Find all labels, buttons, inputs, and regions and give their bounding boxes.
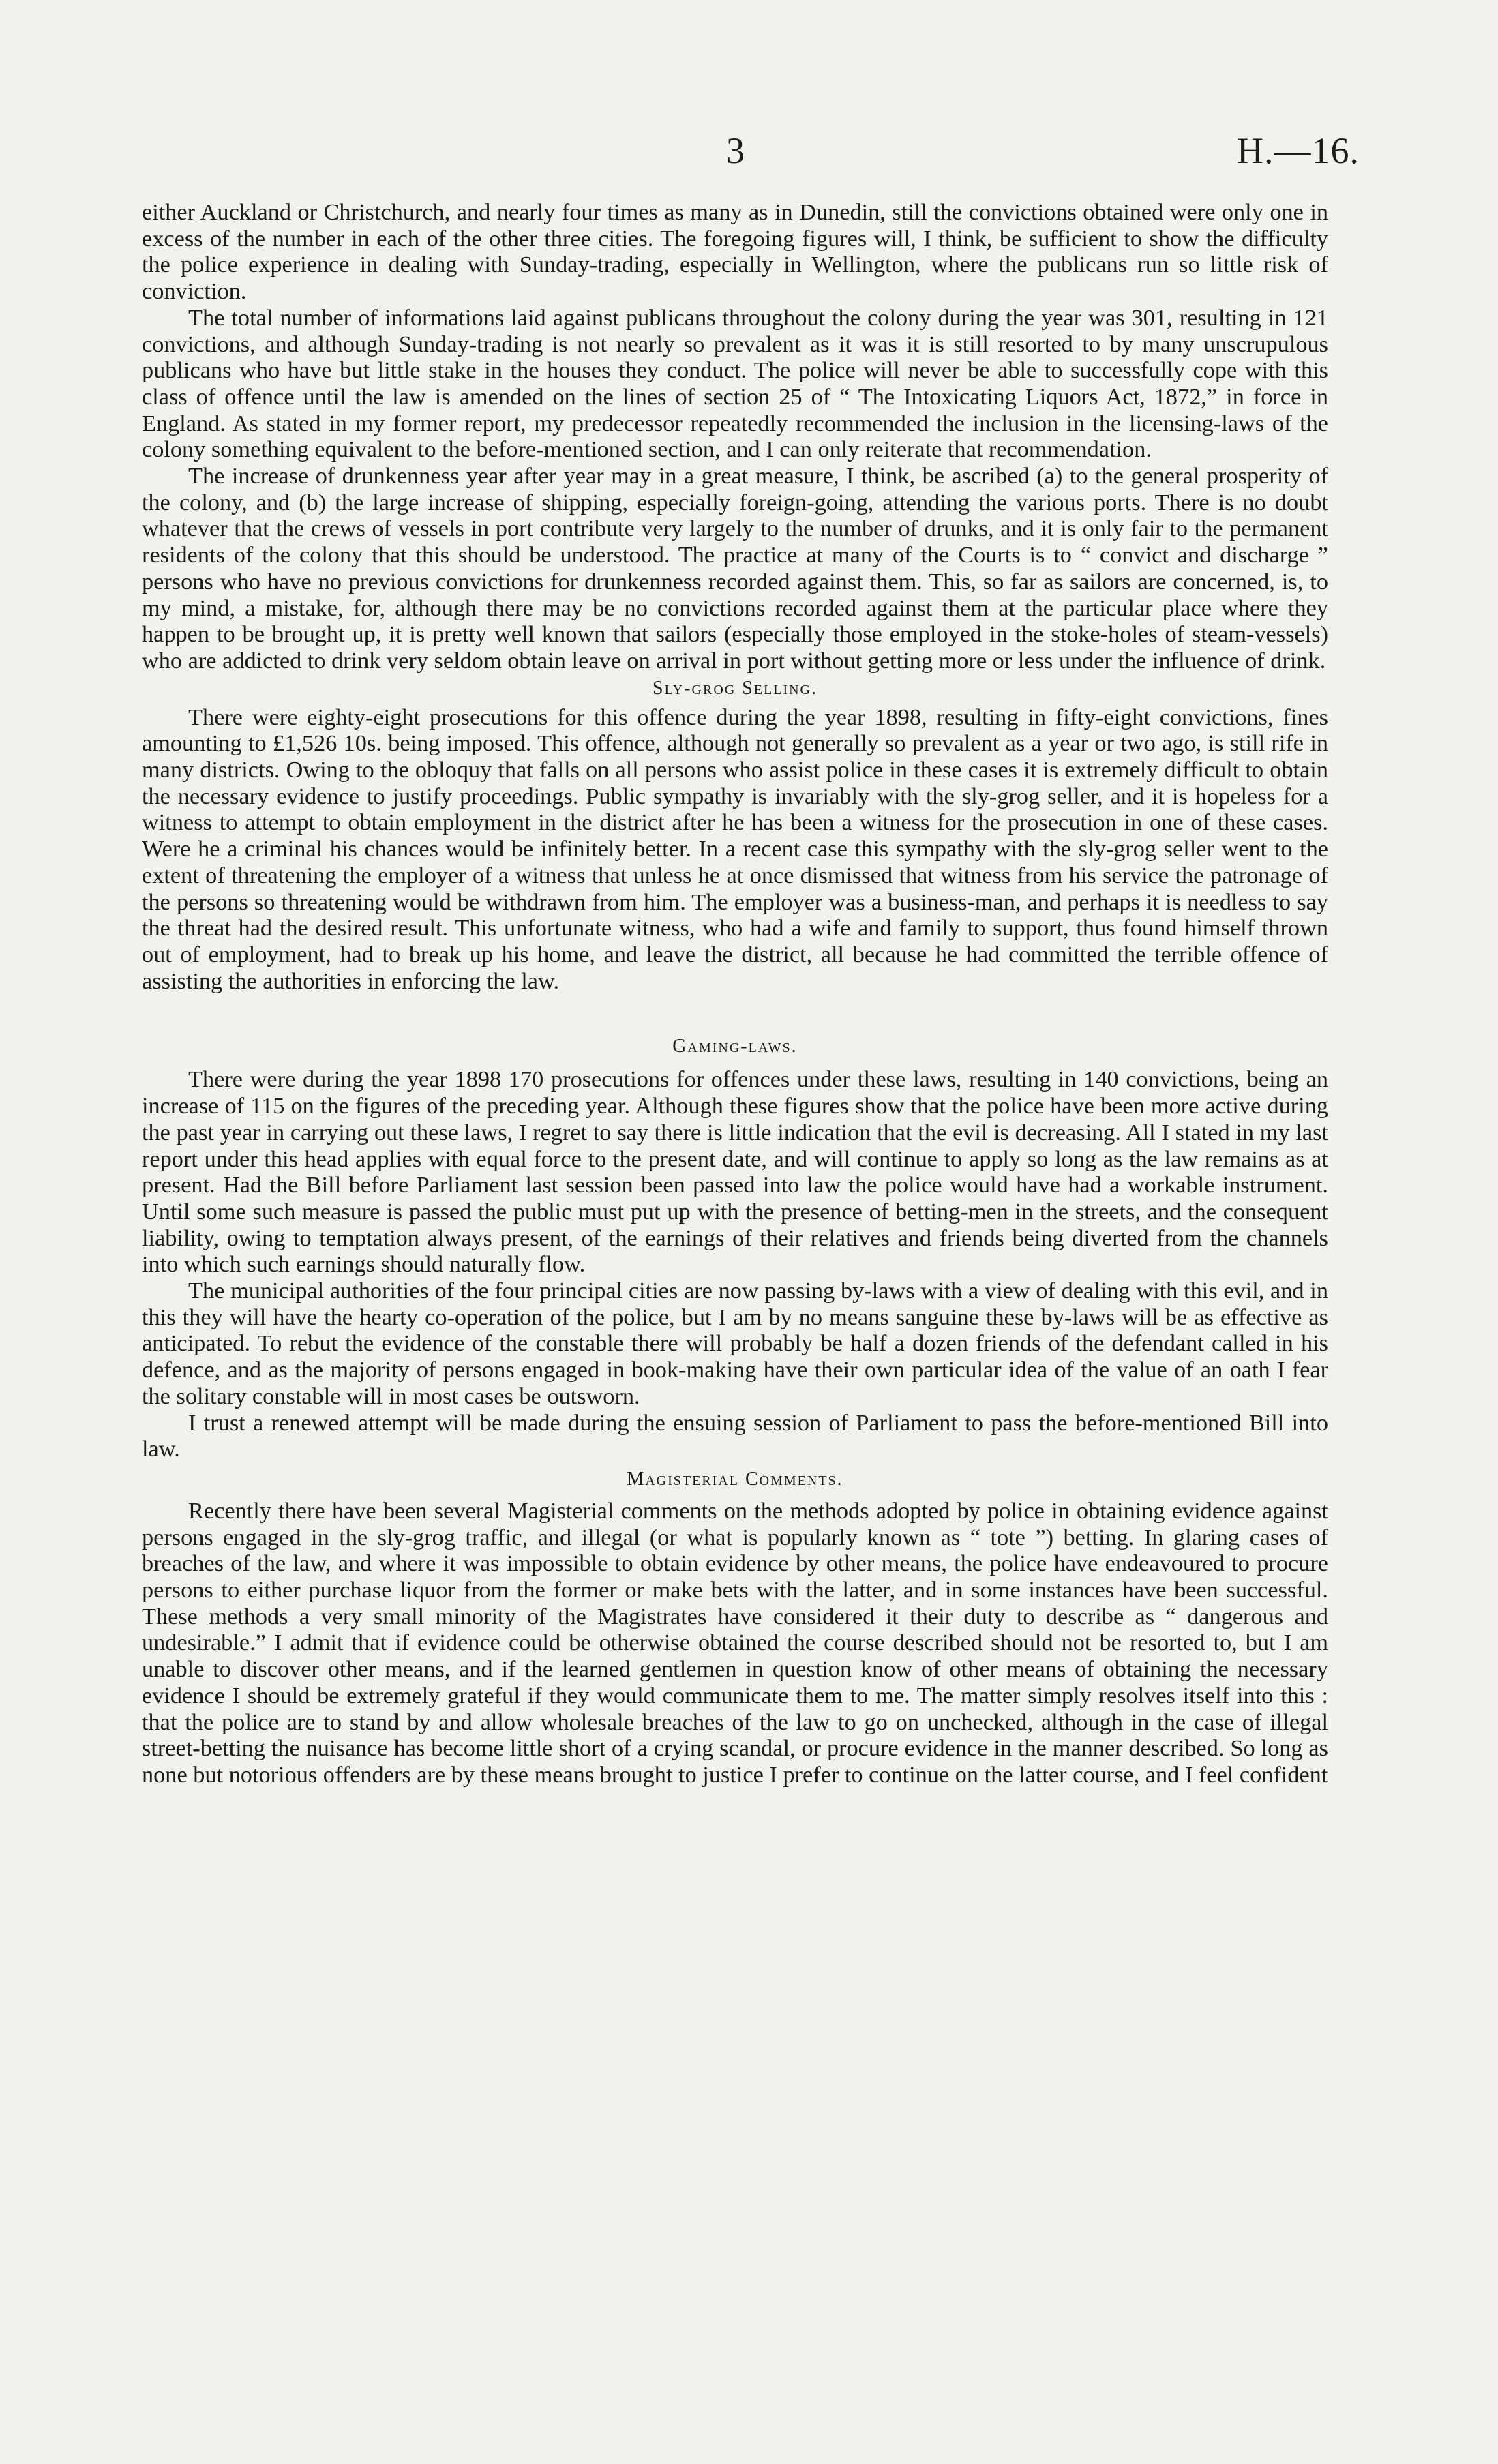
- paragraph-magisterial: Recently there have been several Magisterial comments on the methods adopted by police in obtaining evidence against persons engaged in the sly-grog traffic, and illegal (or what is popularly known as “ tote ”) betting. In glaring cases of breaches of the law, and where it was impossible to obtain evidence by other means, the police have endeavoured to procure persons to either purchase liquor from the former or make bets with the latter, and in some instances have been successful. These methods a very small minority of the Magistrates have considered it their duty to describe as “ dangerous and undesirable.” I admit that if evidence could be otherwise obtained the course described should not be resorted to, but I am unable to discover other means, and if the learned gentlemen in question know of other means of obtaining the necessary evidence I should be extremely grateful if they would communicate them to me. The matter simply resolves itself into this : that the police are to stand by and allow wholesale breaches of the law to go on unchecked, although in the case of illegal street-betting the nuisance has become little short of a crying scandal, or procure evidence in the manner described. So long as none but notorious offenders are by these means brought to justice I prefer to continue on the latter course, and I feel confident: [142, 1497, 1328, 1788]
- paragraph-drunkenness: The increase of drunkenness year after year may in a great measure, I think, be ascribed (a) to the general prosperity of the colony, and (b) the large increase of shipping, especially foreign-going, attending the various ports. There is no doubt whatever that the crews of vessels in port contribute very largely to the number of drunks, and it is only fair to the permanent residents of the colony that this should be understood. The practice at many of the Courts is to “ convict and discharge ” persons who have no previous convictions for drunkenness recorded against them. This, so far as sailors are concerned, is, to my mind, a mistake, for, although there may be no convictions recorded against them at the particular place where they happen to be brought up, it is pretty well known that sailors (especially those employed in the stoke-holes of steam-vessels) who are addicted to drink very seldom obtain leave on arrival in port without getting more or less under the influence of drink.: [142, 463, 1328, 674]
- heading-gaming-laws: Gaming-laws.: [672, 1036, 798, 1057]
- paragraph-sly-grog: There were eighty-eight prosecutions for this offence during the year 1898, resulting in fifty-eight convictions, fines amounting to £1,526 10s. being imposed. This offence, although not generally so prevalent as a year or two ago, is still rife in many districts. Owing to the obloquy that falls on all persons who assist police in these cases it is extremely difficult to obtain the necessary evidence to justify proceedings. Public sympathy is invariably with the sly-grog seller, and it is hopeless for a witness to attempt to obtain employment in the district after he has been a witness for the prosecution in one of these cases. Were he a criminal his chances would be infinitely better. In a recent case this sympathy with the sly-grog seller went to the extent of threatening the employer of a witness that unless he at once dismissed that witness from his service the patronage of the persons so threatening would be withdrawn from him. The employer was a business-man, and perhaps it is needless to say the threat had the desired result. This unfortunate witness, who had a wife and family to support, thus found himself thrown out of employment, had to break up his home, and leave the district, all because he had committed the terrible offence of assisting the authorities in enforcing the law.: [142, 704, 1328, 994]
- paragraph-continuation: either Auckland or Christchurch, and nearly four times as many as in Dunedin, still the convictions obtained were only one in excess of the number in each of the other three cities. The foregoing figures will, I think, be sufficient to show the difficulty the police experience in dealing with Sunday-trading, especially in Wellington, where the publicans run so little risk of conviction.: [142, 199, 1328, 305]
- document-body: [142, 199, 1328, 1788]
- paragraph-publicans: The total number of informations laid against publicans throughout the colony during the year was 301, resulting in 121 convictions, and although Sunday-trading is not nearly so prevalent as it was it is still resorted to by many unscrupulous publicans who have but little stake in the houses they conduct. The police will never be able to successfully cope with this class of offence until the law is amended on the lines of section 25 of “ The Intoxicating Liquors Act, 1872,” in force in England. As stated in my former report, my predecessor repeatedly recommended the inclusion in the licensing-laws of the colony something equivalent to the before-mentioned section, and I can only reiterate that recommendation.: [142, 304, 1328, 463]
- heading-sly-grog-selling: Sly-grog Selling.: [653, 677, 818, 699]
- page-number: 3: [726, 130, 745, 171]
- paragraph-gaming-prosecutions: There were during the year 1898 170 prosecutions for offences under these laws, resulting in 140 convictions, being an increase of 115 on the figures of the preceding year. Although these figures show that the police have been more active during the past year in carrying out these laws, I regret to say there is little indication that the evil is decreasing. All I stated in my last report under this head applies with equal force to the present date, and will continue to apply so long as the law remains as at present. Had the Bill before Parliament last session been passed into law the police would have had a workable instrument. Until some such measure is passed the public must put up with the presence of betting-men in the streets, and the consequent liability, owing to temptation always present, of the earnings of their relatives and friends being diverted from the channels into which such earnings should naturally flow.: [142, 1066, 1328, 1278]
- paragraph-gaming-bill: I trust a renewed attempt will be made during the ensuing session of Parliament to pass the before-mentioned Bill into law.: [142, 1409, 1328, 1462]
- page-header: [0, 130, 1498, 184]
- paragraph-gaming-bylaws: The municipal authorities of the four principal cities are now passing by-laws with a view of dealing with this evil, and in this they will have the hearty co-operation of the police, but I am by no means sanguine these by-laws will be as effective as anticipated. To rebut the evidence of the constable there will probably be half a dozen friends of the defendant called in his defence, and as the majority of persons engaged in book-making have their own particular idea of the value of an oath I fear the solitary constable will in most cases be outsworn.: [142, 1278, 1328, 1409]
- document-reference: H.—16.: [1237, 130, 1360, 171]
- heading-magisterial-comments: Magisterial Comments.: [627, 1468, 843, 1490]
